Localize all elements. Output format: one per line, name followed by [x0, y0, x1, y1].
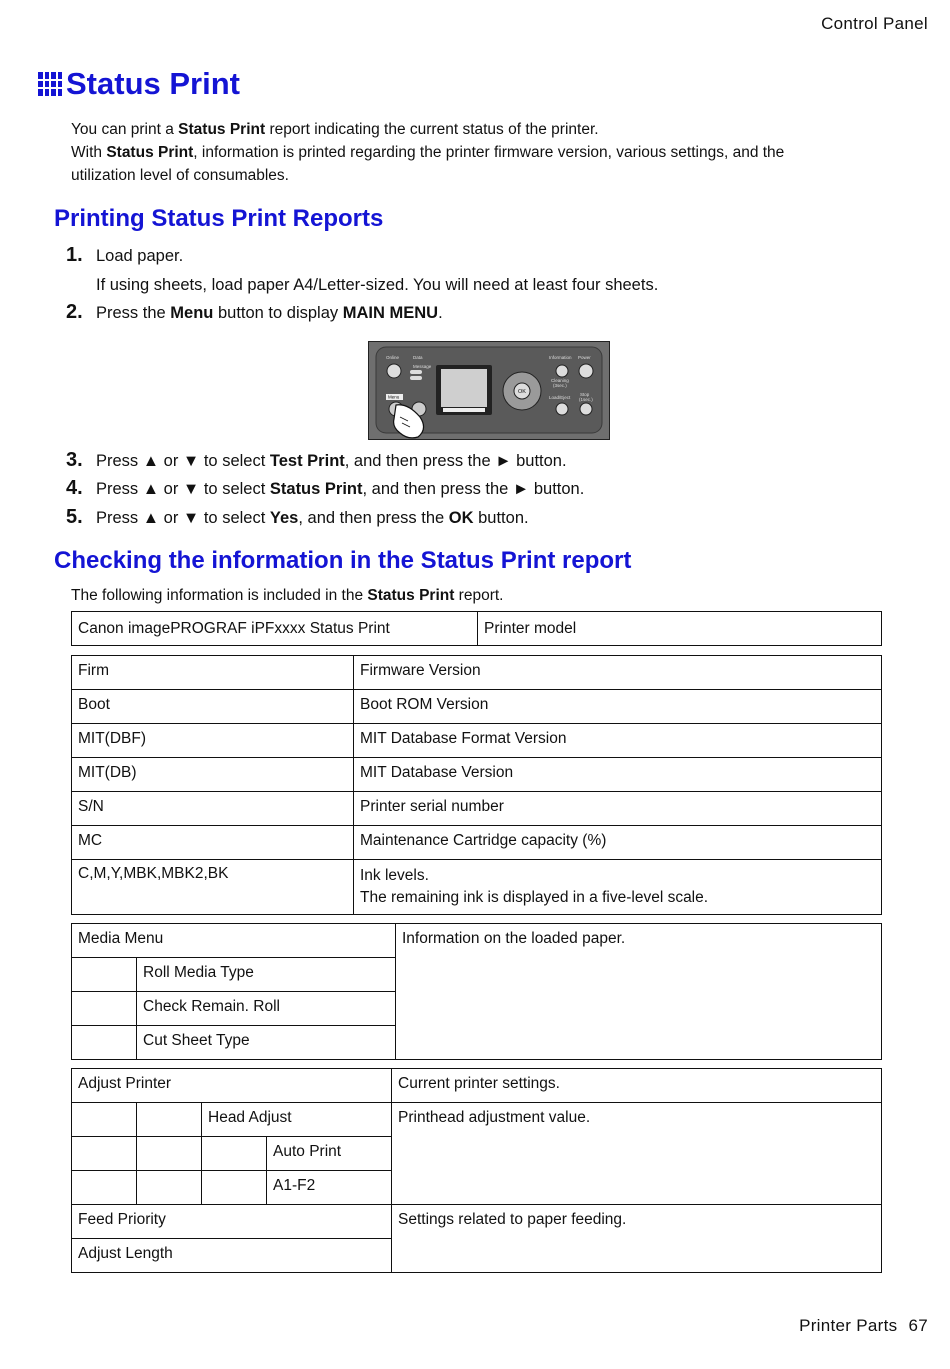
running-header: Control Panel: [821, 14, 928, 33]
step-2: 2. Press the Menu button to display MAIN MENU.: [66, 301, 443, 323]
table-versions: [71, 655, 882, 915]
table-row: Feed Priority Settings related to paper feeding.: [72, 1205, 882, 1239]
display-screen: [441, 369, 487, 407]
information-label: Information: [549, 355, 572, 360]
page-footer: [799, 1316, 928, 1336]
stop-time-label: (1sec.): [579, 397, 593, 402]
cleaning-time-label: (3sec.): [553, 383, 567, 388]
message-label: Message: [413, 364, 432, 369]
information-button: [556, 365, 568, 377]
table-row: Auto Print: [72, 1137, 882, 1171]
ok-label: OK: [518, 389, 526, 395]
stop-label: Stop: [580, 392, 590, 397]
menu-label: Menu: [388, 394, 400, 400]
page-title-text: Status Print: [66, 66, 240, 101]
power-label: Power: [578, 355, 591, 360]
table-printer-model: [71, 611, 882, 646]
footer-section: Printer Parts: [799, 1316, 898, 1335]
online-label: Online: [386, 355, 400, 360]
section-heading-checking: Checking the information in the Status Print report: [54, 547, 632, 574]
step-5: 5. Press ▲ or ▼ to select Yes, and then press the OK button.: [66, 506, 529, 528]
table-row: Boot Boot ROM Version: [72, 690, 882, 724]
page-title: [38, 66, 240, 102]
online-button: [387, 364, 401, 378]
table-row: Adjust Length: [72, 1239, 882, 1273]
step-1-note: If using sheets, load paper A4/Letter-sized. You will need at least four sheets.: [96, 276, 659, 294]
table-media-menu: [71, 923, 882, 1060]
load-eject-label: Load/Eject: [549, 395, 571, 400]
table-row: Firm Firmware Version: [72, 656, 882, 690]
table-row: Check Remain. Roll: [72, 992, 882, 1026]
step-4: 4. Press ▲ or ▼ to select Status Print, and then press the ► button.: [66, 477, 585, 499]
table-row: Canon imagePROGRAF iPFxxxx Status Print Printer model: [72, 612, 882, 646]
table-row: MC Maintenance Cartridge capacity (%): [72, 826, 882, 860]
power-button: [579, 364, 593, 378]
control-panel-illustration: [368, 341, 610, 440]
data-label: Data: [413, 355, 423, 360]
table-row: Roll Media Type: [72, 958, 882, 992]
section2-intro: The following information is included in the Status Print report.: [71, 587, 504, 604]
grid-icon: [38, 72, 62, 96]
table-row: Media Menu Information on the loaded paper.: [72, 924, 882, 958]
load-eject-button: [556, 403, 568, 415]
intro-paragraph: You can print a Status Print report indicating the current status of the printer. With Status Print, information is printed regarding the printer firmware version, various settings, and the utilization level of consumables.: [71, 121, 785, 184]
table-adjust-printer: [71, 1068, 882, 1273]
table-row: Cut Sheet Type: [72, 1026, 882, 1060]
table-row: Head Adjust Printhead adjustment value.: [72, 1103, 882, 1137]
step-3: 3. Press ▲ or ▼ to select Test Print, and then press the ► button.: [66, 449, 567, 471]
table-row: A1-F2: [72, 1171, 882, 1205]
cleaning-label: Cleaning: [551, 378, 569, 383]
table-row: C,M,Y,MBK,MBK2,BK Ink levels. The remaining ink is displayed in a five-level scale.: [72, 860, 882, 915]
section-heading-printing: Printing Status Print Reports: [54, 205, 384, 232]
table-row: S/N Printer serial number: [72, 792, 882, 826]
table-row: MIT(DB) MIT Database Version: [72, 758, 882, 792]
stop-button: [580, 403, 592, 415]
step-1: 1. Load paper.: [66, 244, 184, 266]
table-row: MIT(DBF) MIT Database Format Version: [72, 724, 882, 758]
page-number: 67: [908, 1316, 928, 1335]
table-row: Adjust Printer Current printer settings.: [72, 1069, 882, 1103]
